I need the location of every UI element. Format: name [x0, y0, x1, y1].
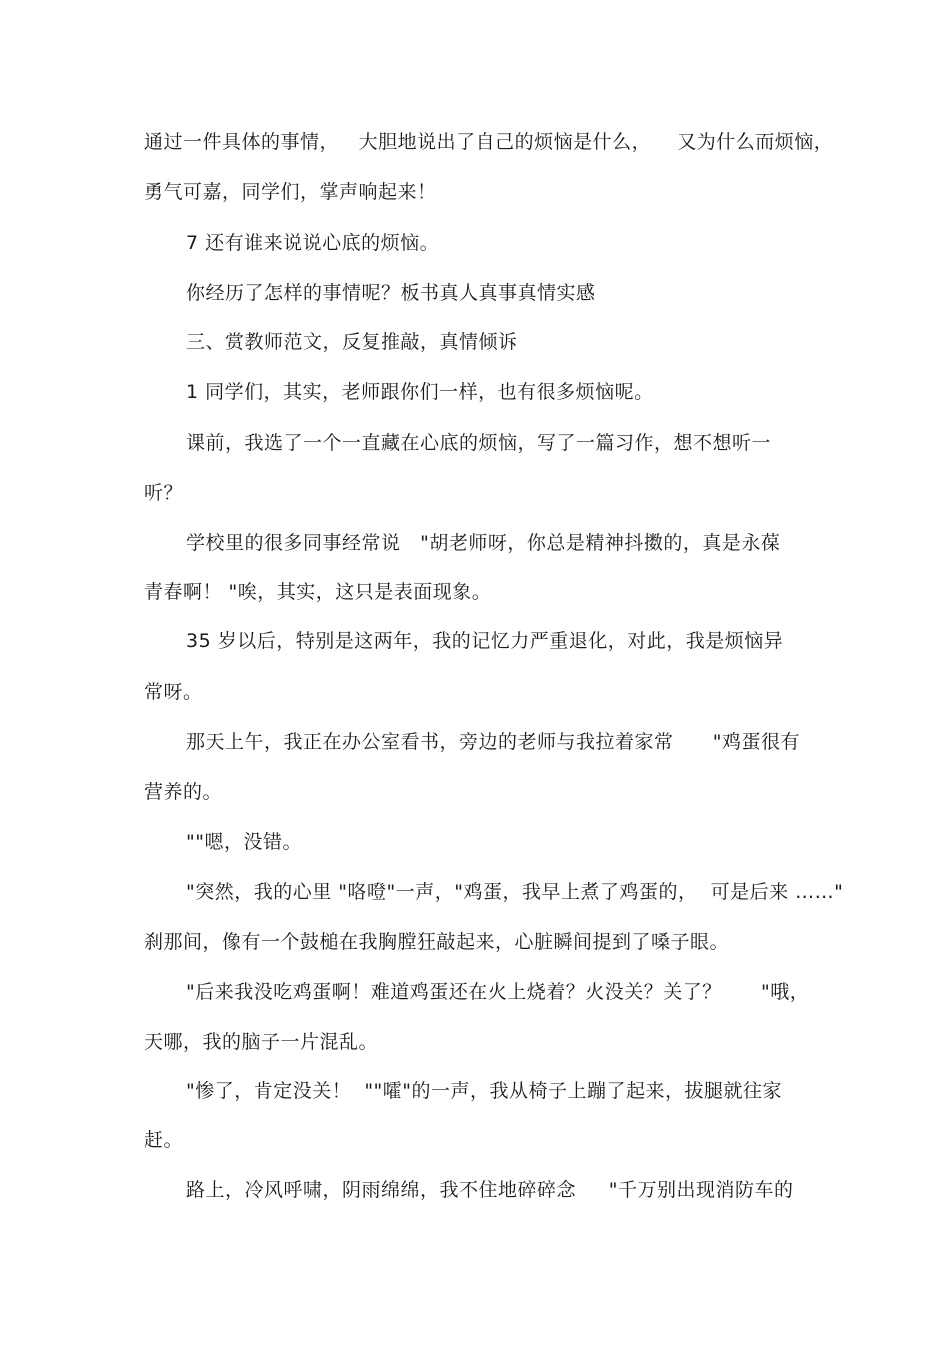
- text-line: 你经历了怎样的事情呢？板书真人真事真情实感: [186, 282, 596, 304]
- text-line: 营养的。: [144, 781, 223, 803]
- text-line: 青春啊！ "唉，其实，这只是表面现象。: [144, 581, 492, 603]
- text-line: 天哪，我的脑子一片混乱。: [144, 1031, 379, 1053]
- text-line: 常呀。: [144, 681, 203, 703]
- text-line: 勇气可嘉，同学们，掌声响起来！: [144, 181, 437, 203]
- text-line: ""嗯，没错。: [186, 831, 302, 853]
- text-line: 学校里的很多同事经常说 "胡老师呀，你总是精神抖擞的，真是永葆: [186, 532, 781, 554]
- text-line: 听？: [144, 482, 184, 504]
- text-line: 课前，我选了一个一直藏在心底的烦恼，写了一篇习作，想不想听一: [186, 432, 772, 454]
- text-line: 7 还有谁来说说心底的烦恼。: [186, 232, 440, 254]
- text-line: 35 岁以后，特别是这两年，我的记忆力严重退化，对此，我是烦恼异: [186, 630, 784, 652]
- text-line: 路上，冷风呼啸，阴雨绵绵，我不住地碎碎念 "千万别出现消防车的: [186, 1179, 794, 1201]
- text-line: 赶。: [144, 1129, 184, 1151]
- section-heading: 三、赏教师范文，反复推敲，真情倾诉: [186, 331, 518, 353]
- text-line: 刹那间，像有一个鼓槌在我胸膛狂敲起来，心脏瞬间提到了嗓子眼。: [144, 931, 730, 953]
- text-line: "突然，我的心里 "咯噔"一声，"鸡蛋，我早上煮了鸡蛋的， 可是后来 ……": [186, 881, 844, 903]
- text-line: "惨了，肯定没关！ ""嚯"的一声，我从椅子上蹦了起来，拔腿就往家: [186, 1080, 783, 1102]
- text-line: "后来我没吃鸡蛋啊！难道鸡蛋还在火上烧着？火没关？关了？ "哦，: [186, 981, 810, 1003]
- text-line: 通过一件具体的事情， 大胆地说出了自己的烦恼是什么， 又为什么而烦恼，: [144, 131, 834, 153]
- text-line: 1 同学们，其实，老师跟你们一样，也有很多烦恼呢。: [186, 381, 654, 403]
- text-line: 那天上午，我正在办公室看书，旁边的老师与我拉着家常 "鸡蛋很有: [186, 731, 800, 753]
